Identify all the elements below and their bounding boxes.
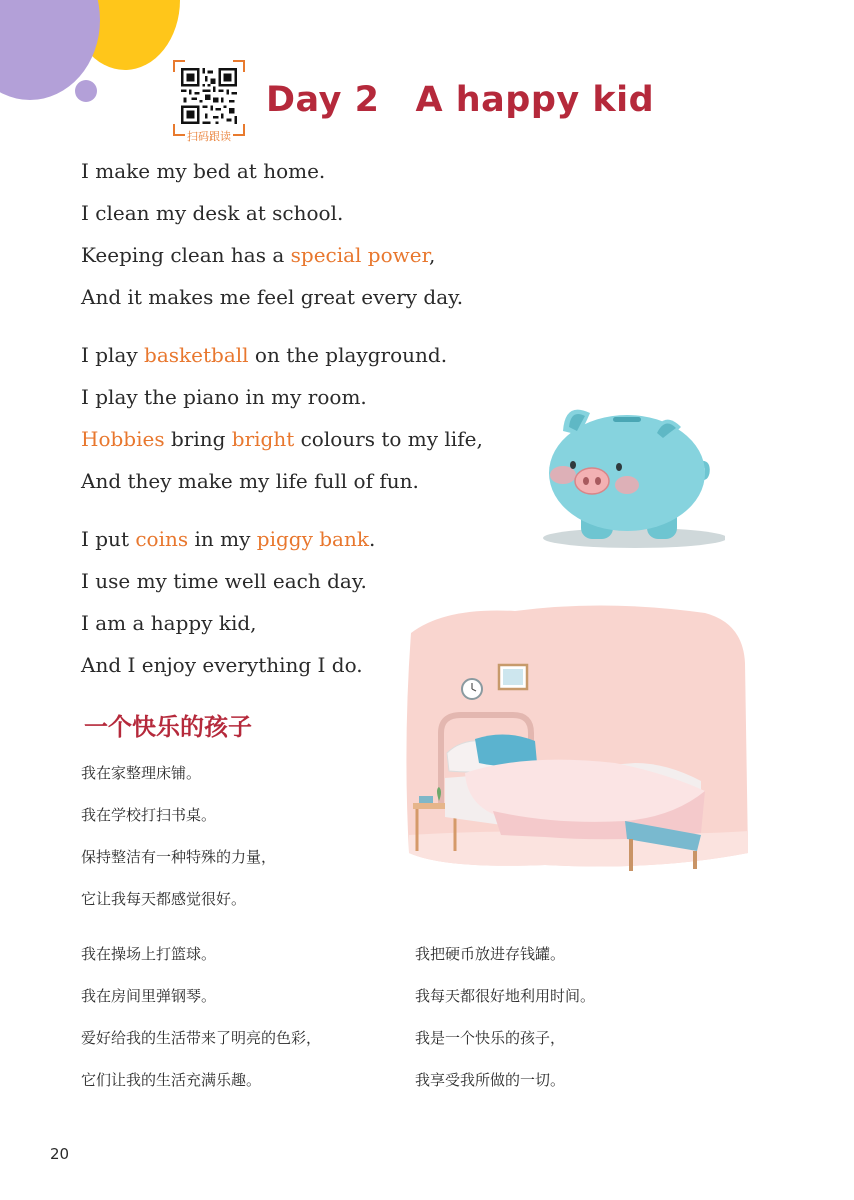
piggy-bank-illustration	[535, 395, 725, 550]
bedroom-illustration	[405, 603, 750, 878]
translation-line: 我在操场上打篮球。	[81, 945, 217, 963]
translation-stanza-3	[415, 933, 595, 1101]
poem-line: I play the piano in my room.	[81, 385, 367, 409]
poem-line: I am a happy kid,	[81, 611, 257, 635]
highlight-word: Hobbies	[81, 427, 165, 451]
translation-line: 它让我每天都感觉很好。	[81, 890, 247, 908]
title-text: A happy kid	[415, 80, 655, 120]
poem-line: And it makes me feel great every day.	[81, 285, 464, 309]
decorative-purple-dot	[75, 80, 97, 102]
highlight-word: piggy bank	[256, 527, 369, 551]
poem-line: Keeping clean has a special power,	[81, 243, 436, 267]
poem-line: I use my time well each day.	[81, 569, 367, 593]
page-number: 20	[50, 1145, 70, 1163]
highlight-word: bright	[231, 427, 295, 451]
translation-title: 一个快乐的孩子	[84, 713, 252, 741]
highlight-word: coins	[135, 527, 189, 551]
translation-line: 爱好给我的生活带来了明亮的色彩，	[81, 1029, 322, 1047]
translation-line: 保持整洁有一种特殊的力量，	[81, 848, 277, 866]
highlight-word: special power	[290, 243, 429, 267]
highlight-word: basketball	[144, 343, 249, 367]
translation-line: 它们让我的生活充满乐趣。	[81, 1071, 262, 1089]
qr-caption: 扫码跟读	[187, 130, 231, 143]
translation-line: 我每天都很好地利用时间。	[415, 987, 596, 1005]
translation-line: 我在家整理床铺。	[81, 764, 202, 782]
translation-stanza-1	[81, 752, 276, 920]
poem-line: And they make my life full of fun.	[81, 469, 419, 493]
poem-line: Hobbies bring bright colours to my life,	[81, 427, 483, 451]
translation-line: 我把硬币放进存钱罐。	[415, 945, 566, 963]
poem-line: I put coins in my piggy bank.	[81, 527, 376, 551]
translation-line: 我在学校打扫书桌。	[81, 806, 217, 824]
poem-stanza-1	[81, 150, 483, 318]
translation-stanza-2	[81, 933, 321, 1101]
translation-line: 我是一个快乐的孩子，	[415, 1029, 566, 1047]
page-title	[266, 80, 654, 120]
qr-code-block[interactable]	[173, 60, 245, 148]
translation-line: 我在房间里弹钢琴。	[81, 987, 217, 1005]
qr-code-icon[interactable]	[181, 68, 237, 124]
day-label: Day 2	[266, 80, 380, 120]
poem-stanza-2	[81, 334, 483, 502]
poem-line: And I enjoy everything I do.	[81, 653, 363, 677]
poem-line: I play basketball on the playground.	[81, 343, 448, 367]
translation-line: 我享受我所做的一切。	[415, 1071, 566, 1089]
poem-line: I make my bed at home.	[81, 159, 326, 183]
poem-line: I clean my desk at school.	[81, 201, 344, 225]
